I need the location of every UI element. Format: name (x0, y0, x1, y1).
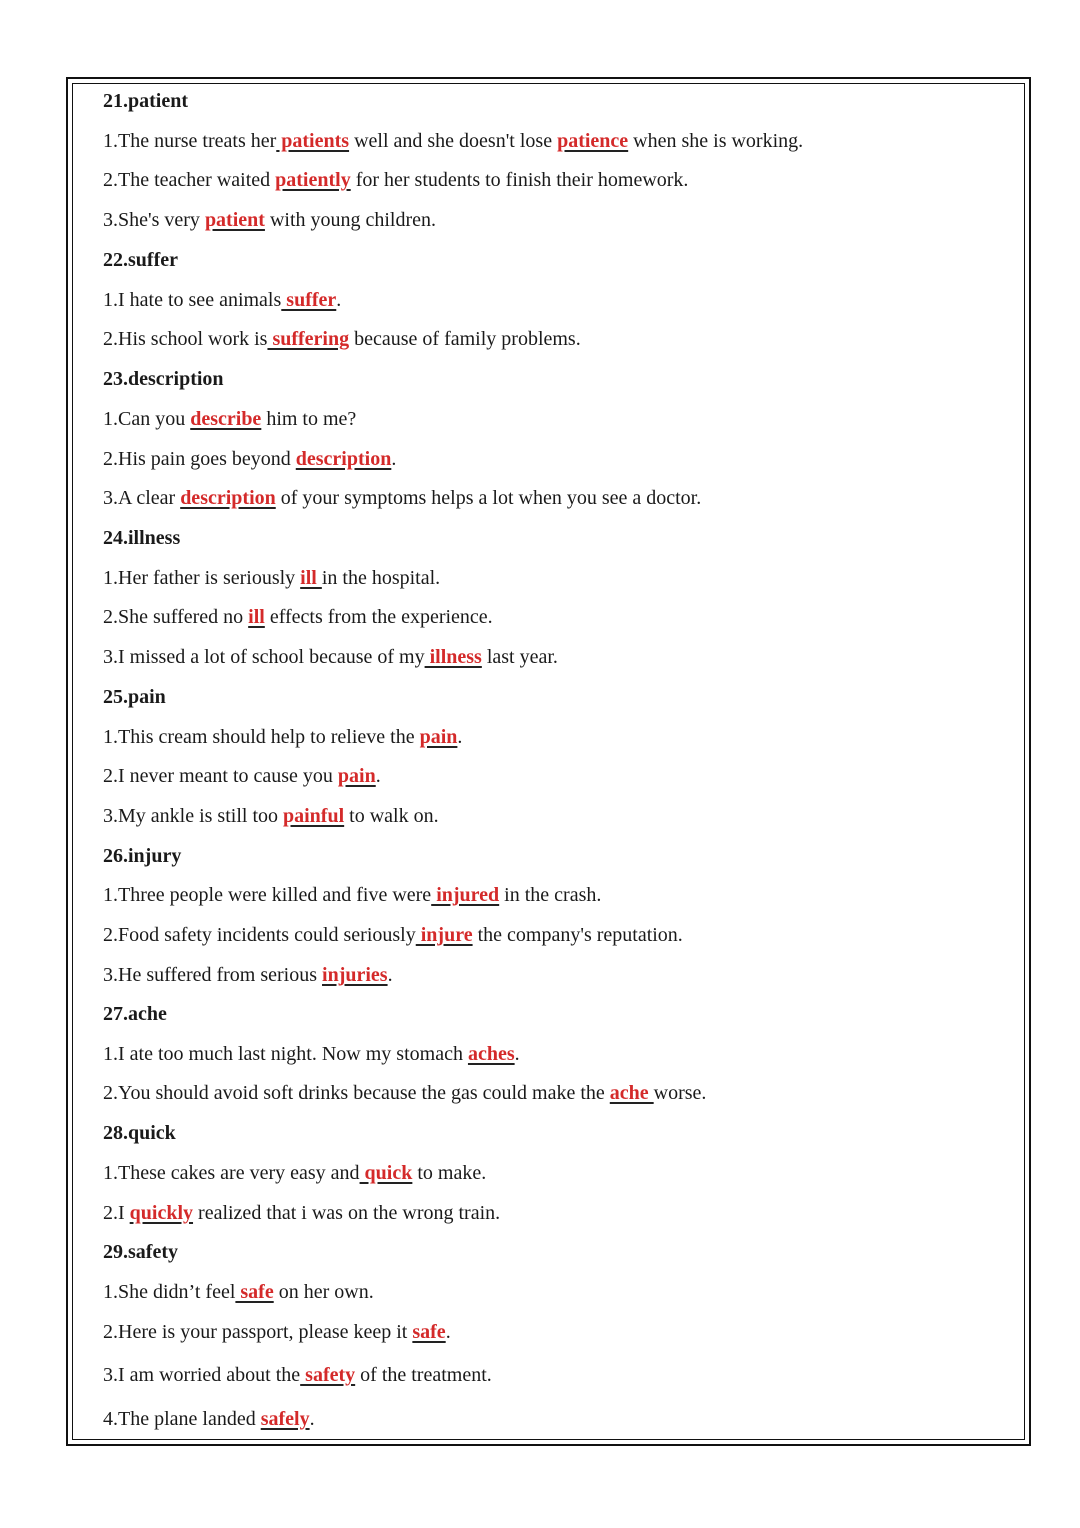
section-heading: 23.description (103, 368, 224, 390)
sentence-text: 2.His pain goes beyond (103, 448, 296, 470)
sentence-text: 1.Her father is seriously (103, 567, 301, 589)
sentence-text: 1.Can you (103, 408, 191, 430)
sentence (103, 447, 396, 471)
sentence-text: when she is working. (628, 130, 804, 152)
sentence-text: because of family problems. (349, 328, 581, 350)
answer-word: description (295, 448, 392, 470)
sentence-text: 2.I (103, 1202, 130, 1224)
sentence-text: 2.Here is your passport, please keep it (103, 1321, 413, 1343)
sentence (103, 208, 436, 232)
sentence-text: in the hospital. (321, 567, 441, 589)
answer-word: safely (260, 1408, 310, 1430)
section-heading: 25.pain (103, 686, 166, 708)
sentence-text: 4.The plane landed (103, 1408, 261, 1430)
answer-word: safety (300, 1364, 356, 1386)
sentence-text: . (391, 448, 397, 470)
section-heading: 28.quick (103, 1122, 176, 1144)
sentence-text: . (336, 289, 342, 311)
answer-word: description (180, 487, 276, 509)
answer-word: pain (419, 726, 458, 748)
sentence (103, 1042, 520, 1066)
sentence (103, 327, 581, 351)
sentence-text: 3.A clear (103, 487, 181, 509)
sentence (103, 963, 393, 987)
sentence-text: him to me? (261, 408, 357, 430)
sentence-text: . (445, 1321, 451, 1343)
sentence-text: 1.She didn’t feel (103, 1281, 236, 1303)
sentence (103, 566, 440, 590)
sentence (103, 1161, 486, 1185)
answer-word: describe (190, 408, 262, 430)
sentence-text: 3.I am worried about the (103, 1364, 301, 1386)
answer-word: injuries (322, 964, 388, 986)
sentence-text: last year. (481, 646, 558, 668)
answer-word: injure (415, 924, 473, 946)
answer-word: painful (283, 805, 345, 827)
answer-word: patients (276, 130, 350, 152)
sentence (103, 725, 462, 749)
sentence-text: effects from the experience. (264, 606, 493, 628)
sentence-text: 3.I missed a lot of school because of my (103, 646, 425, 668)
sentence-text: 2.Food safety incidents could seriously (103, 924, 416, 946)
sentence (103, 1407, 315, 1431)
section-heading: 24.illness (103, 527, 181, 549)
sentence-text: with young children. (264, 209, 437, 231)
sentence (103, 1320, 451, 1344)
answer-word: ill (248, 606, 265, 628)
sentence (103, 804, 439, 828)
sentence (103, 1363, 492, 1387)
sentence-text: 1.Three people were killed and five were (103, 884, 432, 906)
sentence (103, 407, 356, 431)
section-heading: 27.ache (103, 1003, 167, 1025)
section-heading: 26.injury (103, 845, 182, 867)
answer-word: aches (467, 1043, 515, 1065)
sentence-text: . (387, 964, 393, 986)
answer-word: suffering (267, 328, 350, 350)
answer-word: patiently (275, 169, 351, 191)
sentence (103, 645, 558, 669)
answer-word: safe (412, 1321, 446, 1343)
sentence-text: well and she doesn't lose (349, 130, 558, 152)
sentence-text: to walk on. (344, 805, 439, 827)
sentence-text: for her students to finish their homework. (350, 169, 689, 191)
sentence-text: . (375, 765, 381, 787)
sentence-text: . (457, 726, 463, 748)
sentence-text: 2.You should avoid soft drinks because the gas could make the (103, 1082, 610, 1104)
sentence-text: 1.I ate too much last night. Now my stomach (103, 1043, 468, 1065)
answer-word: ill (300, 567, 322, 589)
sentence-text: of your symptoms helps a lot when you see a doctor. (275, 487, 702, 509)
answer-word: patient (204, 209, 265, 231)
sentence-text: of the treatment. (355, 1364, 492, 1386)
sentence-text: in the crash. (499, 884, 602, 906)
answer-word: quickly (129, 1202, 194, 1224)
sentence-text: . (309, 1408, 315, 1430)
sentence-text: 1.I hate to see animals (103, 289, 282, 311)
answer-word: patience (557, 130, 629, 152)
sentence-text: the company's reputation. (472, 924, 683, 946)
sentence-text: 2.She suffered no (103, 606, 249, 628)
sentence (103, 605, 493, 629)
answer-word: pain (337, 765, 376, 787)
sentence-text: 2.The teacher waited (103, 169, 276, 191)
sentence-text: to make. (412, 1162, 487, 1184)
sentence-text: 1.These cakes are very easy and (103, 1162, 360, 1184)
sentence-text: 2.His school work is (103, 328, 268, 350)
sentence (103, 1201, 500, 1225)
page-border-inner (72, 83, 1025, 1440)
answer-word: injured (431, 884, 500, 906)
sentence-text: 3.She's very (103, 209, 205, 231)
sentence (103, 129, 803, 153)
sentence-text: 1.This cream should help to relieve the (103, 726, 420, 748)
sentence-text: . (514, 1043, 520, 1065)
sentence-text: worse. (653, 1082, 707, 1104)
section-heading: 21.patient (103, 90, 188, 112)
sentence-text: on her own. (273, 1281, 374, 1303)
sentence-text: 3.My ankle is still too (103, 805, 283, 827)
sentence-text: realized that i was on the wrong train. (193, 1202, 501, 1224)
answer-word: suffer (281, 289, 337, 311)
section-heading: 29.safety (103, 1241, 178, 1263)
sentence (103, 1081, 706, 1105)
sentence (103, 883, 601, 907)
sentence (103, 923, 683, 947)
answer-word: illness (424, 646, 482, 668)
sentence (103, 486, 701, 510)
sentence (103, 168, 688, 192)
sentence (103, 1280, 374, 1304)
sentence-text: 3.He suffered from serious (103, 964, 323, 986)
sentence (103, 764, 381, 788)
answer-word: quick (359, 1162, 413, 1184)
section-heading: 22.suffer (103, 249, 178, 271)
answer-word: ache (609, 1082, 654, 1104)
answer-word: safe (235, 1281, 274, 1303)
sentence-text: 2.I never meant to cause you (103, 765, 338, 787)
sentence-text: 1.The nurse treats her (103, 130, 277, 152)
sentence (103, 288, 341, 312)
